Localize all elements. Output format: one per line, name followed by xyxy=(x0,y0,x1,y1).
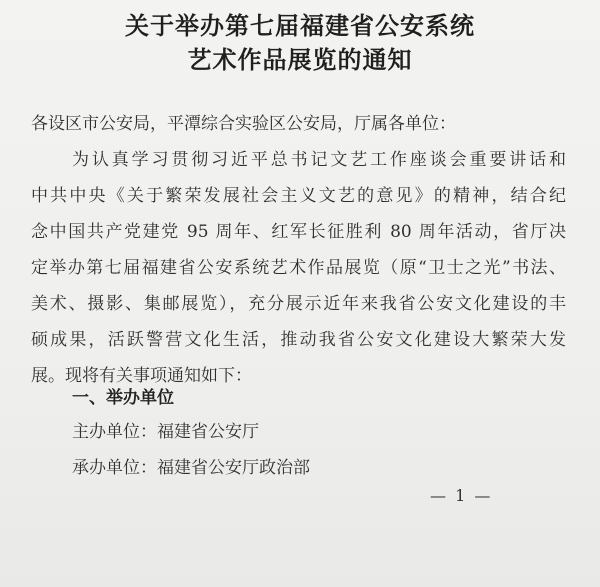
body-line-5: 美术、摄影、集邮展览），充分展示近年来我省公安文化建设的丰 xyxy=(31,294,566,314)
body-line-7: 展。现将有关事项通知如下： xyxy=(31,366,252,386)
body-line-4: 定举办第七届福建省公安系统艺术作品展览（原“卫士之光”书法、 xyxy=(31,258,566,278)
body-line-6: 硕成果，活跃警营文化生活，推动我省公安文化建设大繁荣大发 xyxy=(31,330,566,350)
salutation: 各设区市公安局，平潭综合实验区公安局，厅属各单位： xyxy=(31,114,456,134)
body-line-2: 中共中央《关于繁荣发展社会主义文艺的意见》的精神，结合纪 xyxy=(31,186,566,206)
document-title-line-1: 关于举办第七届福建省公安系统 xyxy=(125,12,475,40)
host-unit: 主办单位：福建省公安厅 xyxy=(72,422,259,442)
section-heading-organizers: 一、举办单位 xyxy=(72,388,174,408)
page-number: — 1 — xyxy=(430,486,493,505)
document-title-line-2: 艺术作品展览的通知 xyxy=(187,46,413,74)
body-line-1: 为认真学习贯彻习近平总书记文艺工作座谈会重要讲话和 xyxy=(72,150,566,170)
organizer-unit: 承办单位：福建省公安厅政治部 xyxy=(72,458,310,478)
body-line-3: 念中国共产党建党 95 周年、红军长征胜利 80 周年活动，省厅决 xyxy=(31,222,566,242)
